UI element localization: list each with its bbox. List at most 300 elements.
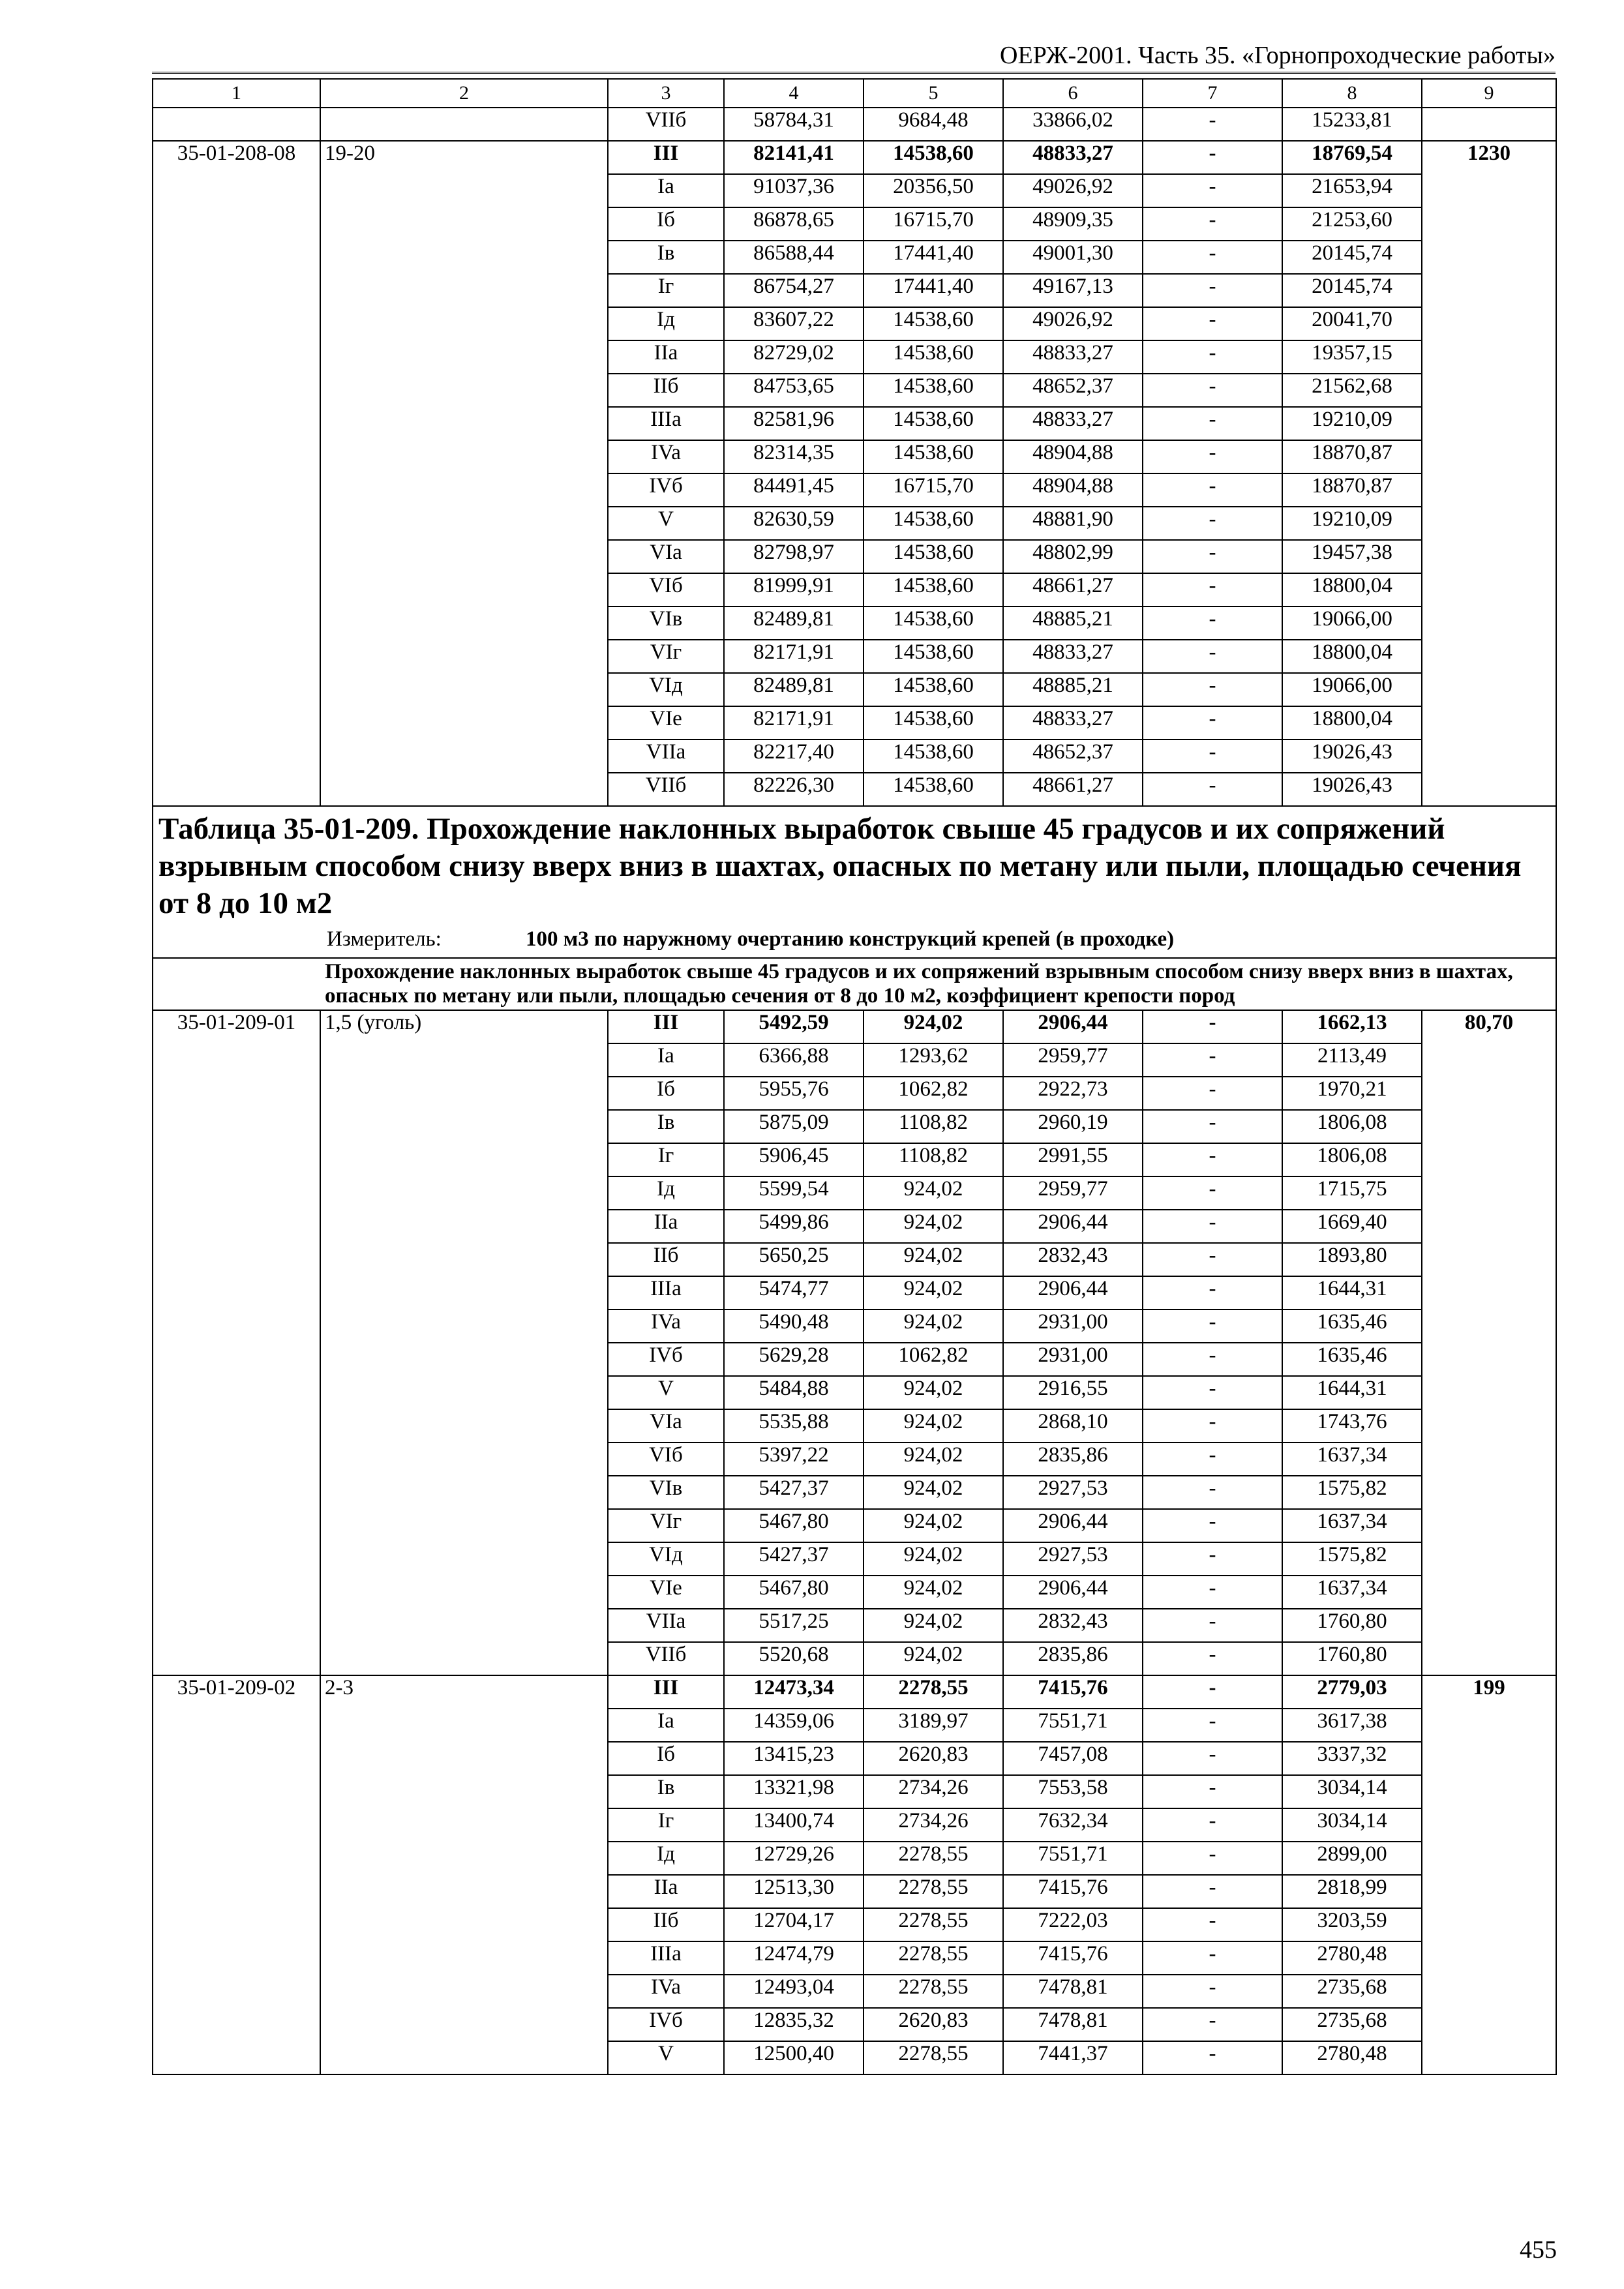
table-cell: 2906,44 (1003, 1576, 1143, 1609)
page-number: 455 (1520, 2236, 1557, 2264)
column-number: 6 (1003, 79, 1143, 108)
table-cell: - (1143, 1975, 1282, 2008)
table-cell: 82489,81 (724, 606, 864, 640)
table-cell: 20145,74 (1282, 241, 1422, 274)
unit-line (327, 926, 1550, 952)
table-cell: 1662,13 (1282, 1010, 1422, 1043)
table-cell: 7551,71 (1003, 1709, 1143, 1742)
table-cell: - (1143, 1576, 1282, 1609)
table-cell: - (1143, 2041, 1282, 2074)
table-cell: IIa (608, 1210, 724, 1243)
table-cell: 86878,65 (724, 207, 864, 241)
table-cell: - (1143, 241, 1282, 274)
table-cell: 14359,06 (724, 1709, 864, 1742)
table-cell: 12493,04 (724, 1975, 864, 2008)
table-cell: 1760,80 (1282, 1642, 1422, 1675)
column-number: 2 (320, 79, 608, 108)
table-cell: 14538,60 (864, 740, 1003, 773)
table-cell: - (1143, 274, 1282, 307)
table-cell: 12473,34 (724, 1675, 864, 1709)
table-cell: 1715,75 (1282, 1176, 1422, 1210)
table-cell: 82314,35 (724, 440, 864, 473)
table-cell: 2278,55 (864, 1908, 1003, 1941)
table-cell: 5427,37 (724, 1542, 864, 1576)
table-cell: 91037,36 (724, 174, 864, 207)
table-cell: 2959,77 (1003, 1043, 1143, 1077)
table-cell: 2278,55 (864, 2041, 1003, 2074)
table-cell: 924,02 (864, 1509, 1003, 1542)
table-cell: III (608, 141, 724, 174)
table-cell: 18870,87 (1282, 440, 1422, 473)
table-cell: 14538,60 (864, 673, 1003, 706)
table-cell: 5520,68 (724, 1642, 864, 1675)
rate-description: 19-20 (320, 141, 608, 806)
table-cell: 924,02 (864, 1542, 1003, 1576)
table-cell: VIIa (608, 740, 724, 773)
rate-description (320, 108, 608, 141)
table-cell: VIв (608, 606, 724, 640)
table-cell: 2931,00 (1003, 1343, 1143, 1376)
table-cell: - (1143, 773, 1282, 806)
table-cell: Iв (608, 1775, 724, 1808)
table-cell: 2906,44 (1003, 1509, 1143, 1542)
table-cell: 49001,30 (1003, 241, 1143, 274)
table-cell: 3203,59 (1282, 1908, 1422, 1941)
table-cell: 2832,43 (1003, 1243, 1143, 1276)
table-cell: 58784,31 (724, 108, 864, 141)
table-cell: 924,02 (864, 1210, 1003, 1243)
table-cell: V (608, 1376, 724, 1409)
table-cell: 3034,14 (1282, 1775, 1422, 1808)
table-cell: 14538,60 (864, 440, 1003, 473)
table-cell: - (1143, 1343, 1282, 1376)
table-cell: 1743,76 (1282, 1409, 1422, 1443)
table-cell: 14538,60 (864, 573, 1003, 606)
table-cell: IIa (608, 1875, 724, 1908)
table-cell: Iг (608, 1143, 724, 1176)
table-cell: 1970,21 (1282, 1077, 1422, 1110)
table-cell: 2278,55 (864, 1842, 1003, 1875)
table-cell: 7415,76 (1003, 1941, 1143, 1975)
table-cell: 1637,34 (1282, 1443, 1422, 1476)
table-cell: 5629,28 (724, 1343, 864, 1376)
table-cell: - (1143, 1675, 1282, 1709)
table-cell: - (1143, 1509, 1282, 1542)
table-cell: 924,02 (864, 1243, 1003, 1276)
table-cell: Iг (608, 274, 724, 307)
table-cell: 33866,02 (1003, 108, 1143, 141)
table-cell: 1062,82 (864, 1077, 1003, 1110)
table-cell: 924,02 (864, 1010, 1003, 1043)
table-cell: 49026,92 (1003, 174, 1143, 207)
table-cell: 1893,80 (1282, 1243, 1422, 1276)
table-cell: - (1143, 1542, 1282, 1576)
table-cell: 2735,68 (1282, 2008, 1422, 2041)
table-cell: - (1143, 540, 1282, 573)
table-cell: 1806,08 (1282, 1143, 1422, 1176)
table-cell: 2779,03 (1282, 1675, 1422, 1709)
table-cell: 14538,60 (864, 307, 1003, 340)
table-cell: 1062,82 (864, 1343, 1003, 1376)
table-cell: 48833,27 (1003, 340, 1143, 374)
table-cell: - (1143, 1709, 1282, 1742)
table-cell: 12500,40 (724, 2041, 864, 2074)
table-cell: 19457,38 (1282, 540, 1422, 573)
table-cell: - (1143, 706, 1282, 740)
table-cell: 924,02 (864, 1176, 1003, 1210)
table-cell: 14538,60 (864, 507, 1003, 540)
table-cell: - (1143, 1276, 1282, 1309)
table-cell: 48885,21 (1003, 673, 1143, 706)
table-cell: III (608, 1010, 724, 1043)
table-cell: 924,02 (864, 1443, 1003, 1476)
table-cell: 48909,35 (1003, 207, 1143, 241)
table-cell: IIIa (608, 1941, 724, 1975)
table-cell: 2278,55 (864, 1975, 1003, 2008)
table-cell: 13415,23 (724, 1742, 864, 1775)
table-body (153, 79, 1556, 2074)
rate-extra (1422, 108, 1556, 141)
table-cell: 2927,53 (1003, 1476, 1143, 1509)
table-cell: 82581,96 (724, 407, 864, 440)
table-cell: 48652,37 (1003, 374, 1143, 407)
table-cell: 14538,60 (864, 773, 1003, 806)
table-cell: 15233,81 (1282, 108, 1422, 141)
table-cell: - (1143, 407, 1282, 440)
table-cell: - (1143, 1875, 1282, 1908)
table-cell: 5492,59 (724, 1010, 864, 1043)
table-cell: VIIб (608, 1642, 724, 1675)
table-cell: 1108,82 (864, 1110, 1003, 1143)
table-cell: 14538,60 (864, 640, 1003, 673)
table-cell: - (1143, 1176, 1282, 1210)
table-row (153, 1010, 1556, 1043)
table-cell: - (1143, 1443, 1282, 1476)
table-cell: - (1143, 1775, 1282, 1808)
table-cell: - (1143, 1143, 1282, 1176)
table-cell: - (1143, 340, 1282, 374)
table-cell: - (1143, 1941, 1282, 1975)
column-number: 3 (608, 79, 724, 108)
table-cell: 20145,74 (1282, 274, 1422, 307)
table-cell: 2868,10 (1003, 1409, 1143, 1443)
table-cell: 1108,82 (864, 1143, 1003, 1176)
table-cell: - (1143, 507, 1282, 540)
table-cell: 2991,55 (1003, 1143, 1143, 1176)
table-cell: Iг (608, 1808, 724, 1842)
table-cell: 14538,60 (864, 340, 1003, 374)
table-cell: Ia (608, 1709, 724, 1742)
table-cell: - (1143, 108, 1282, 141)
table-cell: 48904,88 (1003, 473, 1143, 507)
table-cell: 2835,86 (1003, 1642, 1143, 1675)
table-cell: - (1143, 1010, 1282, 1043)
table-cell: - (1143, 1043, 1282, 1077)
table-cell: 18800,04 (1282, 640, 1422, 673)
table-cell: 13321,98 (724, 1775, 864, 1808)
table-cell: - (1143, 374, 1282, 407)
table-cell: 2832,43 (1003, 1609, 1143, 1642)
table-cell: 82489,81 (724, 673, 864, 706)
table-cell: IVa (608, 440, 724, 473)
table-cell: - (1143, 1908, 1282, 1941)
table-cell: 82171,91 (724, 640, 864, 673)
table-cell: VIIб (608, 773, 724, 806)
table-cell: 86754,27 (724, 274, 864, 307)
table-cell: 21562,68 (1282, 374, 1422, 407)
table-cell: 2916,55 (1003, 1376, 1143, 1409)
table-row (153, 108, 1556, 141)
table-cell: - (1143, 573, 1282, 606)
table-cell: 3337,32 (1282, 1742, 1422, 1775)
table-cell: 49026,92 (1003, 307, 1143, 340)
rate-extra: 1230 (1422, 141, 1556, 806)
section-heading: Прохождение наклонных выработок свыше 45 градусов и их сопряжений взрывным способом снизу вверх вниз в шахтах, опасных по метану или пыли, площадью сечения от 8 до 10 м2, коэффициент крепости пород (153, 958, 1556, 1010)
table-cell: 5650,25 (724, 1243, 864, 1276)
table-cell: 924,02 (864, 1576, 1003, 1609)
table-cell: 1637,34 (1282, 1576, 1422, 1609)
table-cell: 14538,60 (864, 540, 1003, 573)
table-cell: - (1143, 740, 1282, 773)
table-cell: 19210,09 (1282, 507, 1422, 540)
table-cell: 48833,27 (1003, 706, 1143, 740)
price-table (152, 78, 1557, 2075)
table-cell: 9684,48 (864, 108, 1003, 141)
table-cell: 19026,43 (1282, 773, 1422, 806)
table-cell: - (1143, 2008, 1282, 2041)
table-cell: 5467,80 (724, 1509, 864, 1542)
table-cell: VIг (608, 640, 724, 673)
table-cell: 1806,08 (1282, 1110, 1422, 1143)
table-cell: - (1143, 1476, 1282, 1509)
table-cell: 924,02 (864, 1409, 1003, 1443)
table-cell: 2906,44 (1003, 1010, 1143, 1043)
table-cell: 19357,15 (1282, 340, 1422, 374)
table-cell: 2734,26 (864, 1775, 1003, 1808)
table-cell: 86588,44 (724, 241, 864, 274)
section-heading-row (153, 958, 1556, 1010)
table-cell: 924,02 (864, 1376, 1003, 1409)
table-cell: Iд (608, 1176, 724, 1210)
table-cell: 48833,27 (1003, 640, 1143, 673)
table-cell: 2899,00 (1282, 1842, 1422, 1875)
table-cell: 2906,44 (1003, 1210, 1143, 1243)
table-cell: 2113,49 (1282, 1043, 1422, 1077)
table-cell: 14538,60 (864, 706, 1003, 740)
table-cell: - (1143, 1309, 1282, 1343)
rate-code: 35-01-209-02 (153, 1675, 320, 2074)
column-number-row (153, 79, 1556, 108)
table-cell: 5490,48 (724, 1309, 864, 1343)
table-cell: 18870,87 (1282, 473, 1422, 507)
table-cell: 14538,60 (864, 606, 1003, 640)
table-cell: 12513,30 (724, 1875, 864, 1908)
table-cell: 1635,46 (1282, 1309, 1422, 1343)
table-cell: Iб (608, 1077, 724, 1110)
table-cell: Iв (608, 1110, 724, 1143)
table-cell: VIe (608, 706, 724, 740)
table-cell: VIa (608, 1409, 724, 1443)
table-cell: 84753,65 (724, 374, 864, 407)
table-cell: 48661,27 (1003, 773, 1143, 806)
table-cell: 5499,86 (724, 1210, 864, 1243)
table-cell: 19026,43 (1282, 740, 1422, 773)
table-cell: 12729,26 (724, 1842, 864, 1875)
unit-label: Измеритель: (327, 927, 442, 951)
table-cell: - (1143, 1210, 1282, 1243)
table-cell: 7457,08 (1003, 1742, 1143, 1775)
table-cell: 18800,04 (1282, 573, 1422, 606)
table-cell: 7222,03 (1003, 1908, 1143, 1941)
table-cell: 3034,14 (1282, 1808, 1422, 1842)
table-cell: 5467,80 (724, 1576, 864, 1609)
table-cell: 1760,80 (1282, 1609, 1422, 1642)
table-cell: IIб (608, 1243, 724, 1276)
rate-extra: 199 (1422, 1675, 1556, 2074)
table-cell: 5599,54 (724, 1176, 864, 1210)
table-cell: 1644,31 (1282, 1376, 1422, 1409)
table-cell: 14538,60 (864, 141, 1003, 174)
table-cell: Iд (608, 1842, 724, 1875)
table-cell: 82226,30 (724, 773, 864, 806)
table-cell: IIб (608, 374, 724, 407)
rate-extra: 80,70 (1422, 1010, 1556, 1675)
table-cell: 1635,46 (1282, 1343, 1422, 1376)
table-cell: 2735,68 (1282, 1975, 1422, 2008)
table-cell: 48661,27 (1003, 573, 1143, 606)
table-cell: 82798,97 (724, 540, 864, 573)
rate-description: 1,5 (уголь) (320, 1010, 608, 1675)
table-cell: VIIб (608, 108, 724, 141)
table-cell: VIд (608, 673, 724, 706)
table-cell: 48833,27 (1003, 141, 1143, 174)
table-cell: 7415,76 (1003, 1875, 1143, 1908)
rate-code (153, 108, 320, 141)
table-cell: VIe (608, 1576, 724, 1609)
table-cell: VIa (608, 540, 724, 573)
table-cell: 2780,48 (1282, 2041, 1422, 2074)
table-cell: 48652,37 (1003, 740, 1143, 773)
table-cell: IVa (608, 1309, 724, 1343)
table-cell: IVб (608, 1343, 724, 1376)
table-cell: 13400,74 (724, 1808, 864, 1842)
table-cell: 5875,09 (724, 1110, 864, 1143)
table-cell: 20041,70 (1282, 307, 1422, 340)
table-cell: 82171,91 (724, 706, 864, 740)
table-cell: VIб (608, 1443, 724, 1476)
table-cell: 1293,62 (864, 1043, 1003, 1077)
table-cell: - (1143, 673, 1282, 706)
table-cell: 2960,19 (1003, 1110, 1143, 1143)
table-cell: 17441,40 (864, 241, 1003, 274)
table-cell: IIIa (608, 1276, 724, 1309)
table-cell: - (1143, 1077, 1282, 1110)
table-cell: Iд (608, 307, 724, 340)
table-cell: - (1143, 1110, 1282, 1143)
table-cell: VIб (608, 573, 724, 606)
table-title-cell (153, 806, 1556, 958)
table-title-row (153, 806, 1556, 958)
table-cell: 2620,83 (864, 1742, 1003, 1775)
table-cell: - (1143, 141, 1282, 174)
table-cell: - (1143, 1842, 1282, 1875)
table-cell: - (1143, 1243, 1282, 1276)
table-cell: 16715,70 (864, 473, 1003, 507)
table-cell: 924,02 (864, 1642, 1003, 1675)
table-cell: - (1143, 307, 1282, 340)
table-cell: - (1143, 606, 1282, 640)
table-cell: - (1143, 1642, 1282, 1675)
table-cell: 2927,53 (1003, 1542, 1143, 1576)
table-cell: 2931,00 (1003, 1309, 1143, 1343)
table-cell: 7551,71 (1003, 1842, 1143, 1875)
table-cell: 924,02 (864, 1309, 1003, 1343)
table-cell: 2620,83 (864, 2008, 1003, 2041)
table-cell: 7478,81 (1003, 1975, 1143, 2008)
table-cell: 1644,31 (1282, 1276, 1422, 1309)
table-cell: 48885,21 (1003, 606, 1143, 640)
table-cell: 12704,17 (724, 1908, 864, 1941)
table-cell: 82630,59 (724, 507, 864, 540)
table-cell: 5397,22 (724, 1443, 864, 1476)
table-cell: 48881,90 (1003, 507, 1143, 540)
table-cell: 7553,58 (1003, 1775, 1143, 1808)
column-number: 9 (1422, 79, 1556, 108)
table-cell: 12474,79 (724, 1941, 864, 1975)
table-cell: 5955,76 (724, 1077, 864, 1110)
table-cell: 21653,94 (1282, 174, 1422, 207)
table-title: Таблица 35-01-209. Прохождение наклонных выработок свыше 45 градусов и их сопряжений взрывным способом снизу вверх вниз в шахтах, опасных по метану или пыли, площадью сечения от 8 до 10 м2 (158, 812, 1522, 920)
table-cell: - (1143, 473, 1282, 507)
table-cell: 84491,45 (724, 473, 864, 507)
column-number: 4 (724, 79, 864, 108)
table-cell: - (1143, 1808, 1282, 1842)
table-cell: 18769,54 (1282, 141, 1422, 174)
table-cell: 6366,88 (724, 1043, 864, 1077)
table-cell: 18800,04 (1282, 706, 1422, 740)
table-cell: IVб (608, 2008, 724, 2041)
table-cell: 2780,48 (1282, 1941, 1422, 1975)
table-cell: 81999,91 (724, 573, 864, 606)
header-text: ОЕРЖ-2001. Часть 35. «Горнопроходческие работы» (1000, 42, 1556, 69)
table-cell: 2906,44 (1003, 1276, 1143, 1309)
table-cell: 924,02 (864, 1276, 1003, 1309)
table-row (153, 1675, 1556, 1709)
table-cell: 2922,73 (1003, 1077, 1143, 1110)
table-cell: 82729,02 (724, 340, 864, 374)
table-cell: 1575,82 (1282, 1542, 1422, 1576)
table-row (153, 141, 1556, 174)
table-cell: 14538,60 (864, 407, 1003, 440)
table-cell: 19066,00 (1282, 673, 1422, 706)
table-cell: VIг (608, 1509, 724, 1542)
table-cell: 17441,40 (864, 274, 1003, 307)
table-cell: 82217,40 (724, 740, 864, 773)
table-cell: 7478,81 (1003, 2008, 1143, 2041)
table-cell: V (608, 507, 724, 540)
table-cell: 48833,27 (1003, 407, 1143, 440)
table-cell: 19066,00 (1282, 606, 1422, 640)
column-number: 7 (1143, 79, 1282, 108)
table-cell: 21253,60 (1282, 207, 1422, 241)
table-cell: 48904,88 (1003, 440, 1143, 473)
column-number: 5 (864, 79, 1003, 108)
table-cell: 16715,70 (864, 207, 1003, 241)
table-cell: 1637,34 (1282, 1509, 1422, 1542)
table-cell: 2278,55 (864, 1941, 1003, 1975)
table-cell: 12835,32 (724, 2008, 864, 2041)
table-cell: VIд (608, 1542, 724, 1576)
